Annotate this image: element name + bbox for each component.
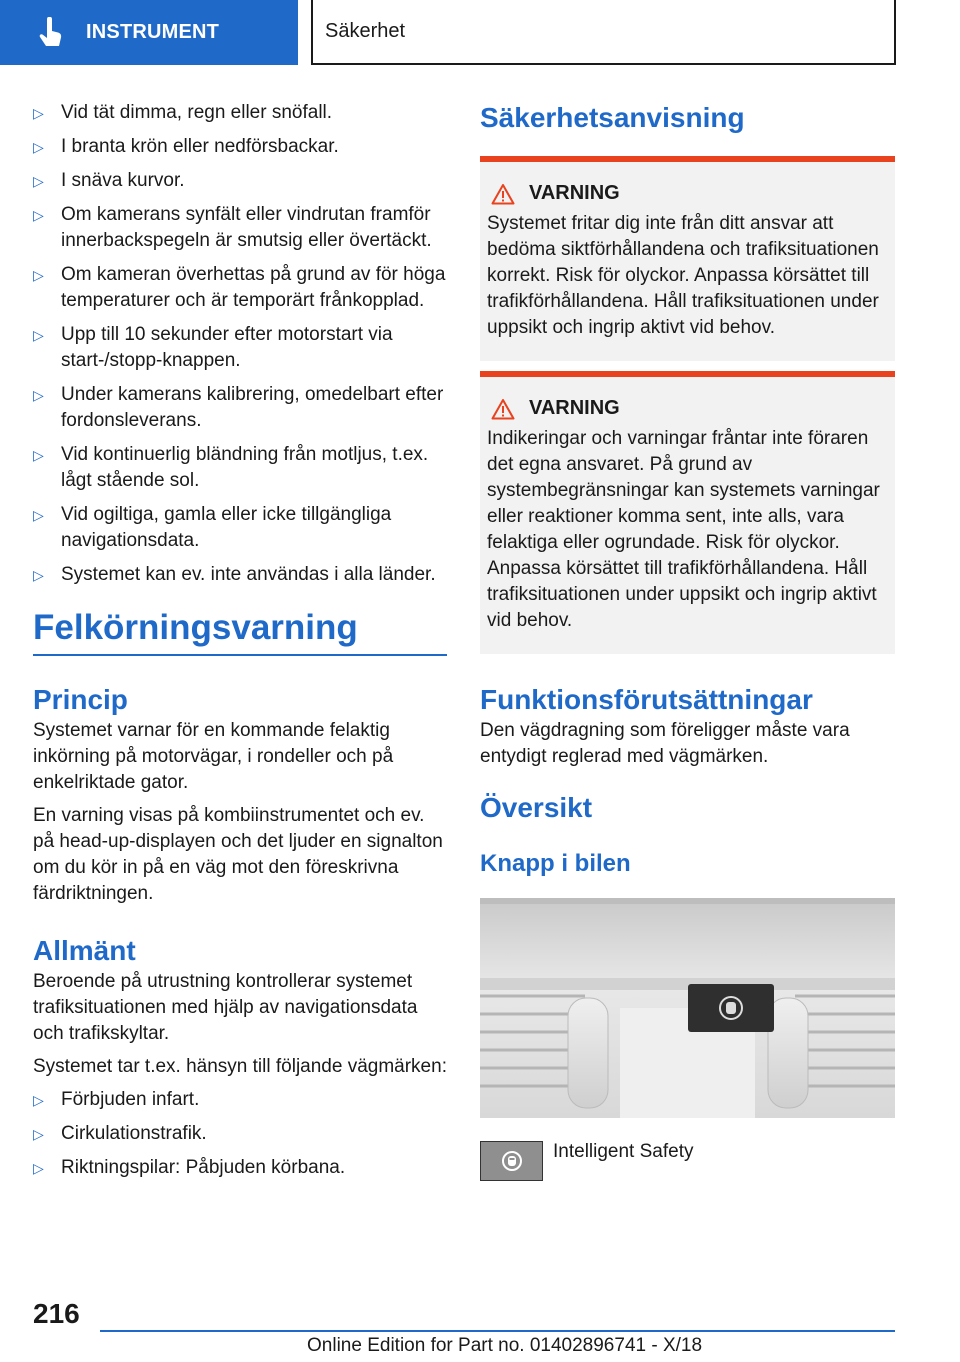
footer-edition: Online Edition for Part no. 01402896741 - X/18 [307, 1335, 703, 1356]
princip-paragraph-2: En varning visas på kombiinstrumentet och ev. på head-up-displayen och det ljuder en signalton om du kör in på en väg mot den föreskrivna färdriktningen. [33, 805, 443, 904]
caption-row [480, 1141, 895, 1181]
bullet-triangle-icon: ▷ [33, 567, 44, 583]
warning-triangle-icon [491, 398, 515, 420]
princip-heading: Princip [33, 684, 128, 715]
list-item [33, 322, 447, 374]
safety-heading: Säkerhetsanvisning [480, 102, 745, 133]
list-item [33, 1155, 447, 1181]
warning-text-1: Systemet fritar dig inte från ditt ansvar att bedöma siktförhållandena och trafiksituationen korrekt. Risk för olyckor. Anpassa körsättet till trafikförhållandena. Håll trafiksituationen under uppsikt och ingrip aktivt vid behov. [487, 213, 879, 338]
page-number: 216 [33, 1298, 80, 1329]
bullet-triangle-icon: ▷ [33, 1126, 44, 1142]
list-item-text: Systemet kan ev. inte användas i alla länder. [61, 564, 436, 585]
section-tab[interactable] [0, 0, 298, 65]
warning-triangle-icon [491, 183, 515, 205]
list-item [33, 382, 447, 434]
list-item-text: Cirkulationstrafik. [61, 1123, 207, 1144]
list-item-text: Vid tät dimma, regn eller snöfall. [61, 102, 333, 123]
allmant-paragraph-2: Systemet tar t.ex. hänsyn till följande vägmärken: [33, 1056, 447, 1077]
bullet-triangle-icon: ▷ [33, 1092, 44, 1108]
left-column [33, 100, 447, 1189]
list-item-text: Vid ogiltiga, gamla eller icke tillgängliga navigationsdata. [61, 504, 392, 551]
warning-title-2: VARNING [529, 397, 620, 419]
allmant-heading: Allmänt [33, 935, 136, 966]
list-item [33, 442, 447, 494]
footer-rule [100, 1330, 895, 1332]
bullet-triangle-icon: ▷ [33, 507, 44, 523]
topic-box [311, 0, 896, 65]
list-item [33, 1087, 447, 1113]
intelligent-safety-button-icon[interactable] [480, 1141, 543, 1181]
warning-box-2 [480, 371, 895, 654]
warning-text-2: Indikeringar och varningar fråntar inte föraren det egna ansvaret. På grund av systembegränsningar kan systemets varningar eller reaktioner komma sent, inte alls, vara felaktiga eller ogrundade. Risk för olyckor. Anpassa körsättet till trafikförhållandena. Håll trafiksituationen under uppsikt och ingrip aktivt vid behov. [487, 428, 880, 631]
allmant-paragraph-1: Beroende på utrustning kontrollerar systemet trafiksituationen med hjälp av navigationsdata och trafikskyltar. [33, 971, 418, 1044]
list-item-text: Om kameran överhettas på grund av för höga temperaturer och är temporärt frånkopplad. [61, 264, 446, 311]
list-item-text: Om kamerans synfält eller vindrutan framför innerbackspegeln är smutsig eller övertäckt. [61, 204, 432, 251]
list-item-text: Riktningspilar: Påbjuden körbana. [61, 1157, 346, 1178]
list-item-text: I snäva kurvor. [61, 170, 185, 191]
bullet-triangle-icon: ▷ [33, 1160, 44, 1176]
dashboard-photo [480, 898, 895, 1118]
button-in-car-heading: Knapp i bilen [480, 850, 631, 877]
princip-paragraph-1: Systemet varnar för en kommande felaktig inkörning på motorvägar, i rondeller och på enkelriktade gator. [33, 720, 394, 793]
list-item [33, 202, 447, 254]
list-item [33, 262, 447, 314]
caption-label: Intelligent Safety [553, 1141, 694, 1162]
bullet-list-conditions [33, 100, 447, 588]
list-item-text: I branta krön eller nedförsbackar. [61, 136, 339, 157]
function-heading: Funktionsförutsättningar [480, 684, 813, 715]
bullet-triangle-icon: ▷ [33, 387, 44, 403]
warning-box-1 [480, 156, 895, 361]
bullet-triangle-icon: ▷ [33, 173, 44, 189]
right-column [480, 100, 895, 1181]
list-item [33, 1121, 447, 1147]
section-title: Felkörningsvarning [33, 608, 447, 656]
overview-heading: Översikt [480, 792, 593, 823]
bullet-triangle-icon: ▷ [33, 105, 44, 121]
list-item-text: Upp till 10 sekunder efter motorstart via start-/stopp-knappen. [61, 324, 393, 371]
list-item [33, 100, 447, 126]
list-item-text: Förbjuden infart. [61, 1089, 200, 1110]
bullet-list-signs [33, 1087, 447, 1181]
bullet-triangle-icon: ▷ [33, 267, 44, 283]
pointing-hand-icon [38, 17, 64, 49]
list-item [33, 502, 447, 554]
list-item [33, 168, 447, 194]
section-label: INSTRUMENT [86, 21, 220, 43]
bullet-triangle-icon: ▷ [33, 207, 44, 223]
bullet-triangle-icon: ▷ [33, 139, 44, 155]
list-item-text: Under kamerans kalibrering, omedelbart efter fordonsleverans. [61, 384, 444, 431]
list-item-text: Vid kontinuerlig bländning från motljus, t.ex. lågt stående sol. [61, 444, 429, 491]
warning-title-1: VARNING [529, 182, 620, 204]
function-text: Den vägdragning som föreligger måste vara entydigt reglerad med vägmärken. [480, 720, 850, 767]
list-item [33, 562, 447, 588]
list-item [33, 134, 447, 160]
bullet-triangle-icon: ▷ [33, 327, 44, 343]
topic-label: Säkerhet [325, 20, 406, 42]
bullet-triangle-icon: ▷ [33, 447, 44, 463]
